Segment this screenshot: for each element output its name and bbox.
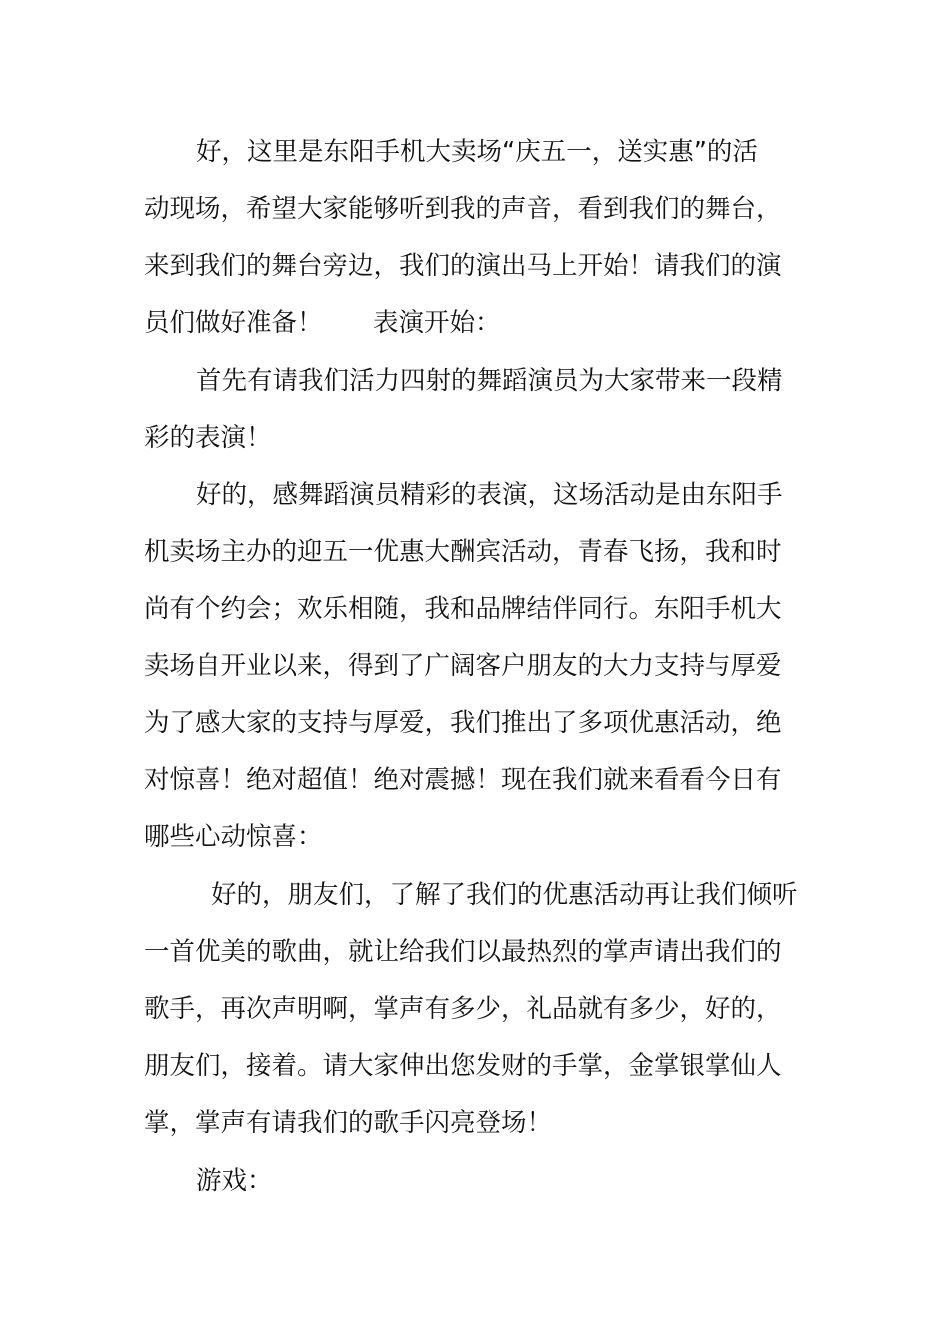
paragraph-3-line-6: 对惊喜！绝对超值！绝对震撼！现在我们就来看看今日有 — [144, 765, 782, 795]
paragraph-4-line-4: 朋友们，接着。请大家伸出您发财的手掌，金掌银掌仙人 — [144, 1051, 782, 1081]
paragraph-3-line-5: 为了感大家的支持与厚爱，我们推出了多项优惠活动，绝 — [144, 708, 782, 738]
paragraph-4-line-3: 歌手，再次声明啊，掌声有多少，礼品就有多少，好的， — [144, 994, 782, 1024]
paragraph-3-line-3: 尚有个约会；欢乐相随，我和品牌结伴同行。东阳手机大 — [144, 594, 782, 624]
paragraph-4-line-2: 一首优美的歌曲，就让给我们以最热烈的掌声请出我们的 — [144, 937, 782, 967]
paragraph-1-line-4: 员们做好准备！ — [144, 308, 323, 338]
paragraph-2-line-2: 彩的表演！ — [144, 423, 272, 453]
paragraph-3-line-1: 好的，感舞蹈演员精彩的表演，这场活动是由东阳手 — [196, 480, 783, 510]
paragraph-3-line-4: 卖场自开业以来，得到了广阔客户朋友的大力支持与厚爱 — [144, 651, 782, 681]
paragraph-1-line-3: 来到我们的舞台旁边，我们的演出马上开始！请我们的演 — [144, 251, 782, 281]
paragraph-4-line-5: 掌，掌声有请我们的歌手闪亮登场！ — [144, 1108, 553, 1138]
paragraph-3-line-7: 哪些心动惊喜： — [144, 822, 323, 852]
performance-start-label: 表演开始： — [373, 308, 501, 338]
paragraph-3-line-2: 机卖场主办的迎五一优惠大酬宾活动，青春飞扬，我和时 — [144, 537, 782, 567]
paragraph-4-line-1: 好的，朋友们，了解了我们的优惠活动再让我们倾听 — [211, 880, 798, 910]
games-label: 游戏： — [196, 1166, 273, 1196]
paragraph-1-line-2: 动现场，希望大家能够听到我的声音，看到我们的舞台， — [144, 194, 782, 224]
paragraph-1-line-1: 好，这里是东阳手机大卖场“庆五一，送实惠”的活 — [196, 137, 758, 167]
paragraph-2-line-1: 首先有请我们活力四射的舞蹈演员为大家带来一段精 — [196, 366, 783, 396]
